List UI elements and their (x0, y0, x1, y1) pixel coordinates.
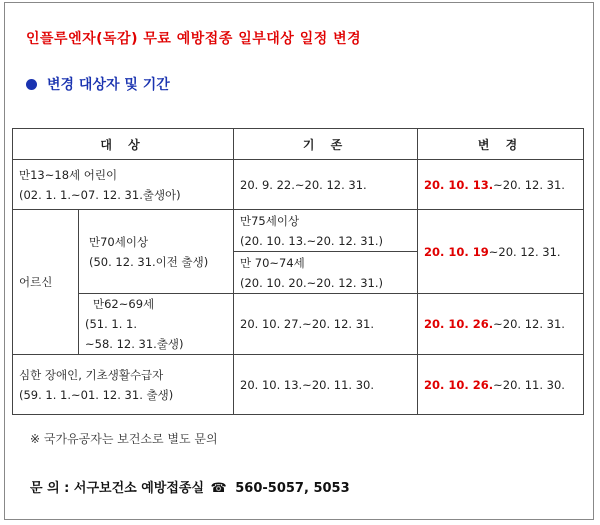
target-line: ~58. 12. 31.출생) (85, 337, 184, 351)
contact-label: 문 의 : 서구보건소 예방접종실 (30, 481, 204, 496)
table-row (13, 160, 584, 210)
changed-cell (418, 355, 584, 415)
changed-date-highlight: 20. 10. 13. (424, 177, 494, 192)
changed-date-highlight: 20. 10. 26. (424, 377, 494, 392)
target-cell (79, 294, 234, 355)
target-cell (13, 355, 234, 415)
existing-line: 만75세이상 (240, 213, 300, 228)
changed-date-rest: ~20. 12. 31. (488, 244, 561, 259)
existing-cell (234, 210, 418, 252)
table-row (13, 294, 584, 355)
target-line: 만70세이상 (89, 234, 149, 249)
changed-cell (418, 160, 584, 210)
target-line: (51. 1. 1. (85, 317, 138, 331)
existing-cell: 20. 9. 22.~20. 12. 31. (234, 160, 418, 210)
changed-date-rest: ~20. 12. 31. (493, 317, 565, 331)
target-line: 만62~69세 (93, 297, 155, 311)
target-cell (13, 160, 234, 210)
existing-line: (20. 10. 20.~20. 12. 31.) (240, 275, 383, 290)
section-heading-text: 변경 대상자 및 기간 (47, 77, 170, 93)
changed-date-highlight: 20. 10. 19 (424, 244, 489, 259)
header-changed: 변 경 (418, 129, 584, 160)
table-row (13, 210, 584, 252)
existing-cell: 20. 10. 27.~20. 12. 31. (234, 294, 418, 355)
changed-cell (418, 210, 584, 294)
target-line: 심한 장애인, 기초생활수급자 (19, 367, 164, 382)
header-target: 대 상 (13, 129, 234, 160)
existing-line: 만 70~74세 (240, 255, 305, 270)
header-existing: 기 존 (234, 129, 418, 160)
phone-icon: ☎ (210, 481, 227, 496)
schedule-table (12, 128, 584, 415)
table-header-row (13, 129, 584, 160)
section-heading (26, 74, 170, 94)
target-line: (02. 1. 1.~07. 12. 31.출생아) (19, 187, 181, 202)
existing-line: (20. 10. 13.~20. 12. 31.) (240, 233, 383, 248)
changed-date-rest: ~20. 12. 31. (493, 177, 565, 192)
changed-date-rest: ~20. 11. 30. (493, 377, 565, 392)
existing-cell (234, 252, 418, 294)
notice-title: 인플루엔자(독감) 무료 예방접종 일부대상 일정 변경 (26, 31, 362, 47)
changed-cell (418, 294, 584, 355)
target-line: 만13~18세 어린이 (19, 167, 118, 182)
contact-line (30, 477, 350, 496)
target-line: (50. 12. 31.이전 출생) (89, 254, 209, 269)
contact-phone: 560-5057, 5053 (235, 481, 350, 496)
footnote: ※ 국가유공자는 보건소로 별도 문의 (30, 432, 218, 446)
bullet-icon (26, 79, 37, 90)
seniors-cell: 어르신 (13, 210, 79, 355)
table-row (13, 355, 584, 415)
existing-cell: 20. 10. 13.~20. 11. 30. (234, 355, 418, 415)
target-line: (59. 1. 1.~01. 12. 31. 출생) (19, 387, 174, 402)
changed-date-highlight: 20. 10. 26. (424, 317, 494, 331)
target-cell (79, 210, 234, 294)
